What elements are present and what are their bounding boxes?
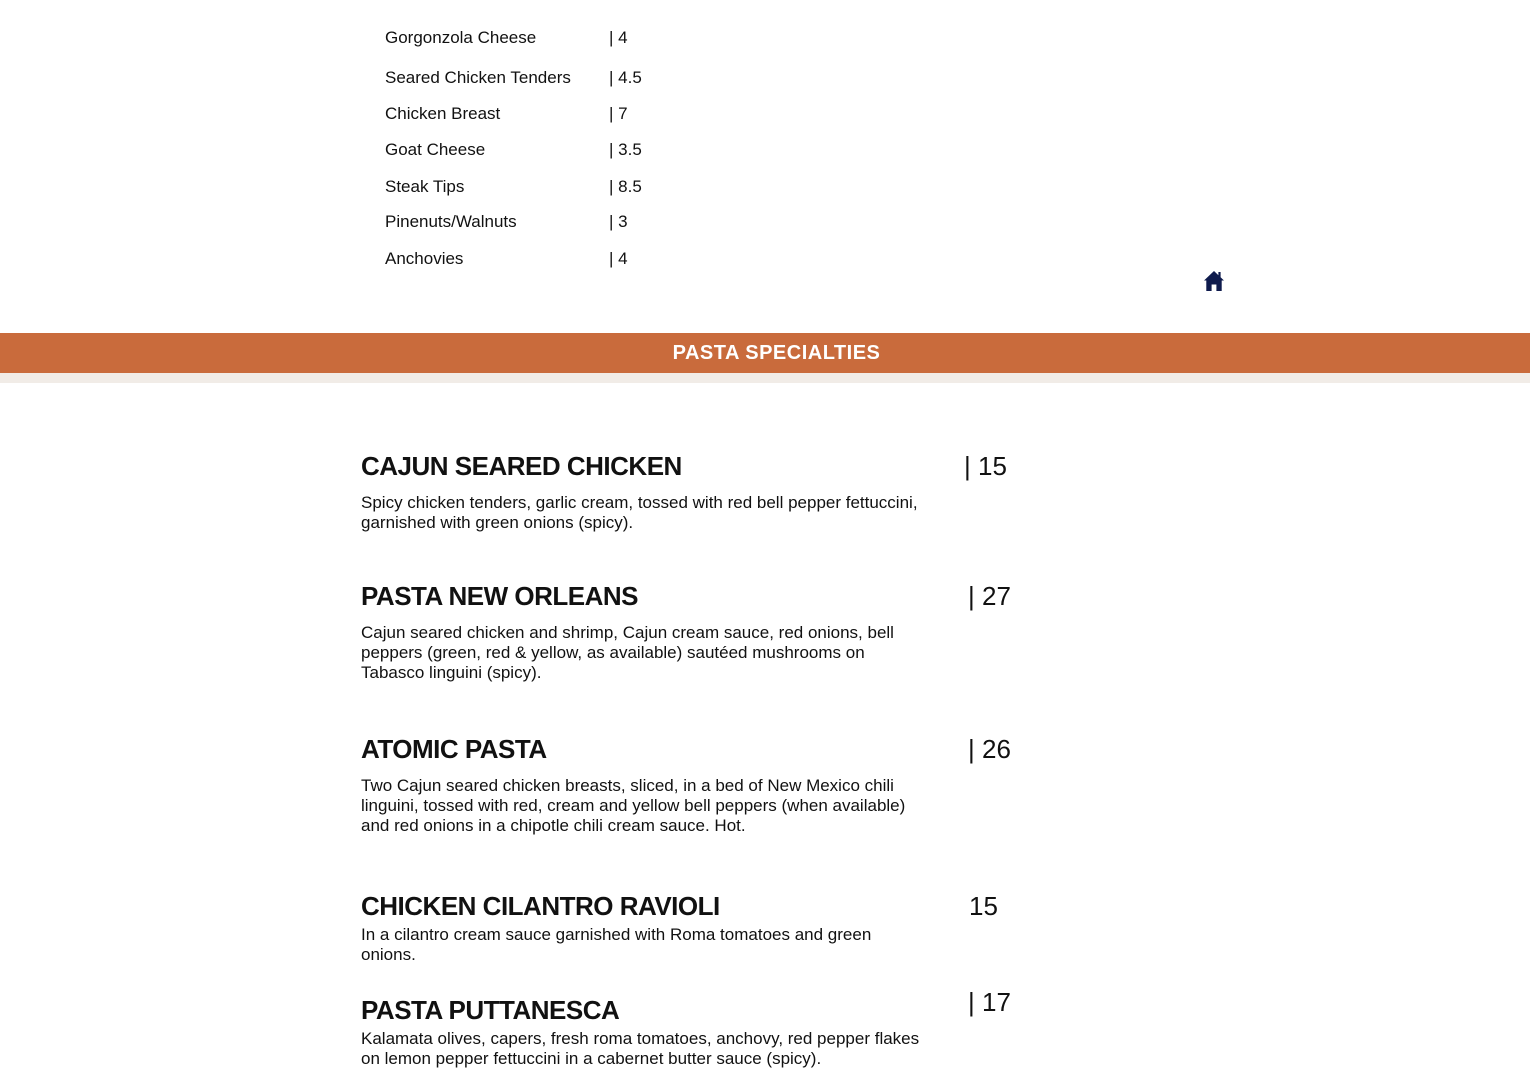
addon-item [385,103,785,125]
menu-item-description: Kalamata olives, capers, fresh roma tomatoes, anchovy, red pepper flakes on lemon pepper fettuccini in a cabernet butter sauce (spicy). [361,1029,920,1068]
menu-item-description: In a cilantro cream sauce garnished with Roma tomatoes and green onions. [361,925,872,964]
home-icon [1202,269,1226,293]
addon-price: | 4 [609,28,628,47]
section-banner [0,333,1530,373]
menu-item [361,987,1041,1087]
addon-list [385,0,785,280]
menu-item-description: Two Cajun seared chicken breasts, sliced, in a bed of New Mexico chili linguini, tossed with red, cream and yellow bell peppers (when available) and red onions in a chipotle chili cream sauce. Hot. [361,776,906,835]
menu-item-description: Cajun seared chicken and shrimp, Cajun cream sauce, red onions, bell peppers (green, red & yellow, as available) sautéed mushrooms on Tabasco linguini (spicy). [361,623,894,682]
addon-item [385,27,785,49]
addon-item [385,67,785,89]
addon-price: | 4 [609,249,628,268]
addon-item [385,248,785,270]
section-title: PASTA SPECIALTIES [672,342,881,364]
addon-name: Pinenuts/Walnuts [385,212,517,231]
addon-name: Anchovies [385,249,464,268]
menu-item-description: Spicy chicken tenders, garlic cream, tossed with red bell pepper fettuccini, garnished with green onions (spicy). [361,493,918,532]
addon-price: | 8.5 [609,177,642,196]
menu-item-price: 15 [969,891,998,921]
menu-item-name: CHICKEN CILANTRO RAVIOLI [361,891,720,921]
menu-item-name: PASTA NEW ORLEANS [361,581,639,611]
menu-item-name: CAJUN SEARED CHICKEN [361,451,682,481]
addon-name: Seared Chicken Tenders [385,68,571,87]
addon-price: | 4.5 [609,68,642,87]
addon-price: | 3.5 [609,140,642,159]
menu-item [361,734,1041,844]
addon-name: Gorgonzola Cheese [385,28,537,47]
addon-price: | 3 [609,212,628,231]
menu-item [361,451,1041,541]
addon-item [385,211,785,233]
addon-name: Goat Cheese [385,140,486,159]
menu-item-price: | 27 [968,581,1011,611]
addon-name: Steak Tips [385,177,465,196]
menu-item-name: PASTA PUTTANESCA [361,995,620,1025]
menu-item-price: | 17 [968,987,1011,1017]
addon-item [385,176,785,198]
home-link[interactable] [1202,269,1226,293]
menu-item-price: | 15 [964,451,1007,481]
addon-item [385,139,785,161]
menu-item [361,581,1041,691]
menu-item-price: | 26 [968,734,1011,764]
addon-name: Chicken Breast [385,104,501,123]
section-divider [0,373,1530,383]
menu-item-name: ATOMIC PASTA [361,734,547,764]
addon-price: | 7 [609,104,628,123]
menu-item [361,891,1041,971]
